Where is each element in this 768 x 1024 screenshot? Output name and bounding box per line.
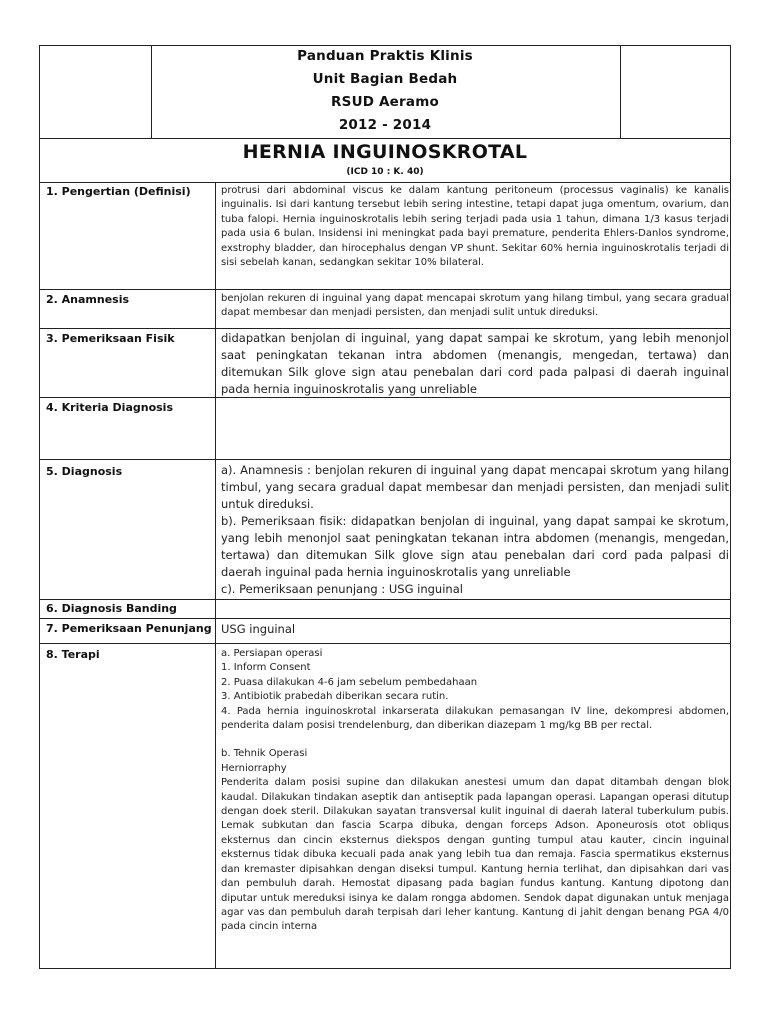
label-kriteria-diagnosis: 4. Kriteria Diagnosis bbox=[46, 401, 173, 414]
paragraph-spacer bbox=[221, 733, 729, 747]
label-pengertian: 1. Pengertian (Definisi) bbox=[46, 185, 191, 198]
row-divider-2 bbox=[39, 328, 731, 329]
text-pemeriksaan-penunjang: USG inguinal bbox=[221, 622, 296, 636]
terapi-persiapan-item-1: 1. Inform Consent bbox=[221, 662, 311, 674]
table-border-top bbox=[39, 45, 731, 46]
terapi-teknik-subtitle: Herniorraphy bbox=[221, 762, 287, 774]
label-pemeriksaan-penunjang: 7. Pemeriksaan Penunjang bbox=[46, 622, 212, 635]
header-line-1: Panduan Praktis Klinis bbox=[297, 48, 473, 64]
table-border-left bbox=[39, 45, 40, 968]
label-terapi: 8. Terapi bbox=[46, 648, 100, 661]
text-pengertian: protrusi dari abdominal viscus ke dalam kantung peritoneum (processus vaginalis) ke kanalis inguinalis. Isi dari kantung tersebut lebih sering intestine, tetapi dapat juga omentum, ovarium, dan tuba falopi. Hernia inguinoskrotalis lebih sering terjadi pada usia 1 tahun, dimana 1/3 kasus terjadi pada usia 6 bulan. Insidensi ini meningkat pada bayi premature, penderita Ehlers-Danlos syndrome, exstrophy bladder, dan hirocephalus dengan VP shunt. Sekitar 60% hernia inguinoskrotalis terjadi di sisi sebelah kanan, sedangkan sekitar 10% bilateral. bbox=[221, 185, 729, 269]
header-logo-divider-right bbox=[620, 45, 621, 138]
icd-code: (ICD 10 : K. 40) bbox=[346, 167, 424, 177]
terapi-persiapan-item-3: 3. Antibiotik prabedah diberikan secara rutin. bbox=[221, 691, 449, 703]
header-line-3: RSUD Aeramo bbox=[331, 94, 439, 110]
header-divider bbox=[39, 138, 731, 139]
header-line-2: Unit Bagian Bedah bbox=[312, 71, 458, 87]
label-pemeriksaan-fisik: 3. Pemeriksaan Fisik bbox=[46, 332, 175, 345]
document-title: HERNIA INGUINOSKROTAL bbox=[242, 141, 528, 163]
header-line-4: 2012 - 2014 bbox=[338, 117, 432, 133]
title-divider bbox=[39, 182, 731, 183]
table-border-right bbox=[730, 45, 731, 968]
text-anamnesis: benjolan rekuren di inguinal yang dapat mencapai skrotum yang hilang timbul, yang secara gradual dapat membesar dan menjadi persisten, dan menjadi sulit untuk direduksi. bbox=[221, 293, 729, 319]
row-divider-4 bbox=[39, 459, 731, 460]
row-divider-6 bbox=[39, 618, 731, 619]
table-border-bottom bbox=[39, 968, 731, 969]
text-pemeriksaan-fisik: didapatkan benjolan di inguinal, yang dapat sampai ke skrotum, yang lebih menonjol saat peningkatan tekanan intra abdomen (menangis, mengedan, tertawa) dan ditemukan Silk glove sign atau penebalan dari cord pada palpasi di daerah inguinal pada hernia inguinoskrotalis yang unreliable bbox=[221, 331, 729, 396]
label-anamnesis: 2. Anamnesis bbox=[46, 293, 130, 306]
row-divider-7 bbox=[39, 643, 731, 644]
terapi-persiapan-item-2: 2. Puasa dilakukan 4-6 jam sebelum pembedahaan bbox=[221, 676, 478, 688]
label-diagnosis-banding: 6. Diagnosis Banding bbox=[46, 602, 177, 615]
label-column-divider bbox=[215, 182, 216, 968]
diagnosis-anamnesis: a). Anamnesis : benjolan rekuren di inguinal yang dapat mencapai skrotum yang hilang timbul, yang secara gradual dapat membesar dan menjadi persisten, dan menjadi sulit untuk direduksi. bbox=[221, 463, 729, 511]
text-diagnosis bbox=[221, 462, 729, 600]
diagnosis-penunjang: c). Pemeriksaan penunjang : USG inguinal bbox=[221, 582, 463, 596]
terapi-persiapan-title: a. Persiapan operasi bbox=[221, 648, 323, 659]
terapi-teknik-title: b. Tehnik Operasi bbox=[221, 748, 308, 760]
label-diagnosis: 5. Diagnosis bbox=[46, 465, 123, 478]
diagnosis-pemeriksaan-fisik: b). Pemeriksaan fisik: didapatkan benjolan di inguinal, yang dapat sampai ke skrotum, yang lebih menonjol saat peningkatan tekanan intra abdomen (menangis, mengedan, tertawa) dan ditemukan Silk glove sign atau penebalan dari cord pada palpasi di daerah inguinal pada hernia inguinoskrotalis yang unreliable bbox=[221, 514, 729, 579]
terapi-teknik-text: Penderita dalam posisi supine dan dilakukan anestesi umum dan dapat ditambah dengan blok kaudal. Dilakukan tindakan aseptik dan antiseptik pada lapangan operasi. Lapangan operasi ditutup dengan doek steril. Dilakukan sayatan transversal kulit inguinal di daerah lateral tuberkulum pubis. Lemak subkutan dan fascia Scarpa dibuka, dengan forceps Adson. Aponeurosis otot obliqus eksternus dan cincin eksternus diekspos dengan gunting tumpul atau kauter, cincin inguinal eksternus tidak dibuka kecuali pada anak yang lebih tua dan remaja. Fascia spermatikus eksternus dan kremaster dipisahkan dengan diseksi tumpul. Kantung hernia terlihat, dan dipisahkan dari vas dan pembuluh darah. Hemostat dipasang pada bagian fundus kantung. Kantung dipotong dan diputar untuk mereduksi isinya ke dalam rongga abdomen. Sendok dapat digunakan untuk menjaga agar vas dan pembuluh darah terpisah dari leher kantung. Kantung di jahit dengan benang PGA 4/0 pada cincin interna bbox=[221, 777, 729, 933]
text-terapi bbox=[221, 647, 729, 967]
terapi-persiapan-item-4: 4. Pada hernia inguinoskrotal inkarserata dilakukan pemasangan IV line, dekompresi abdomen, penderita dalam posisi trendelenburg, dan diberikan diazepam 1 mg/kg BB per rectal. bbox=[221, 705, 729, 732]
row-divider-1 bbox=[39, 289, 731, 290]
